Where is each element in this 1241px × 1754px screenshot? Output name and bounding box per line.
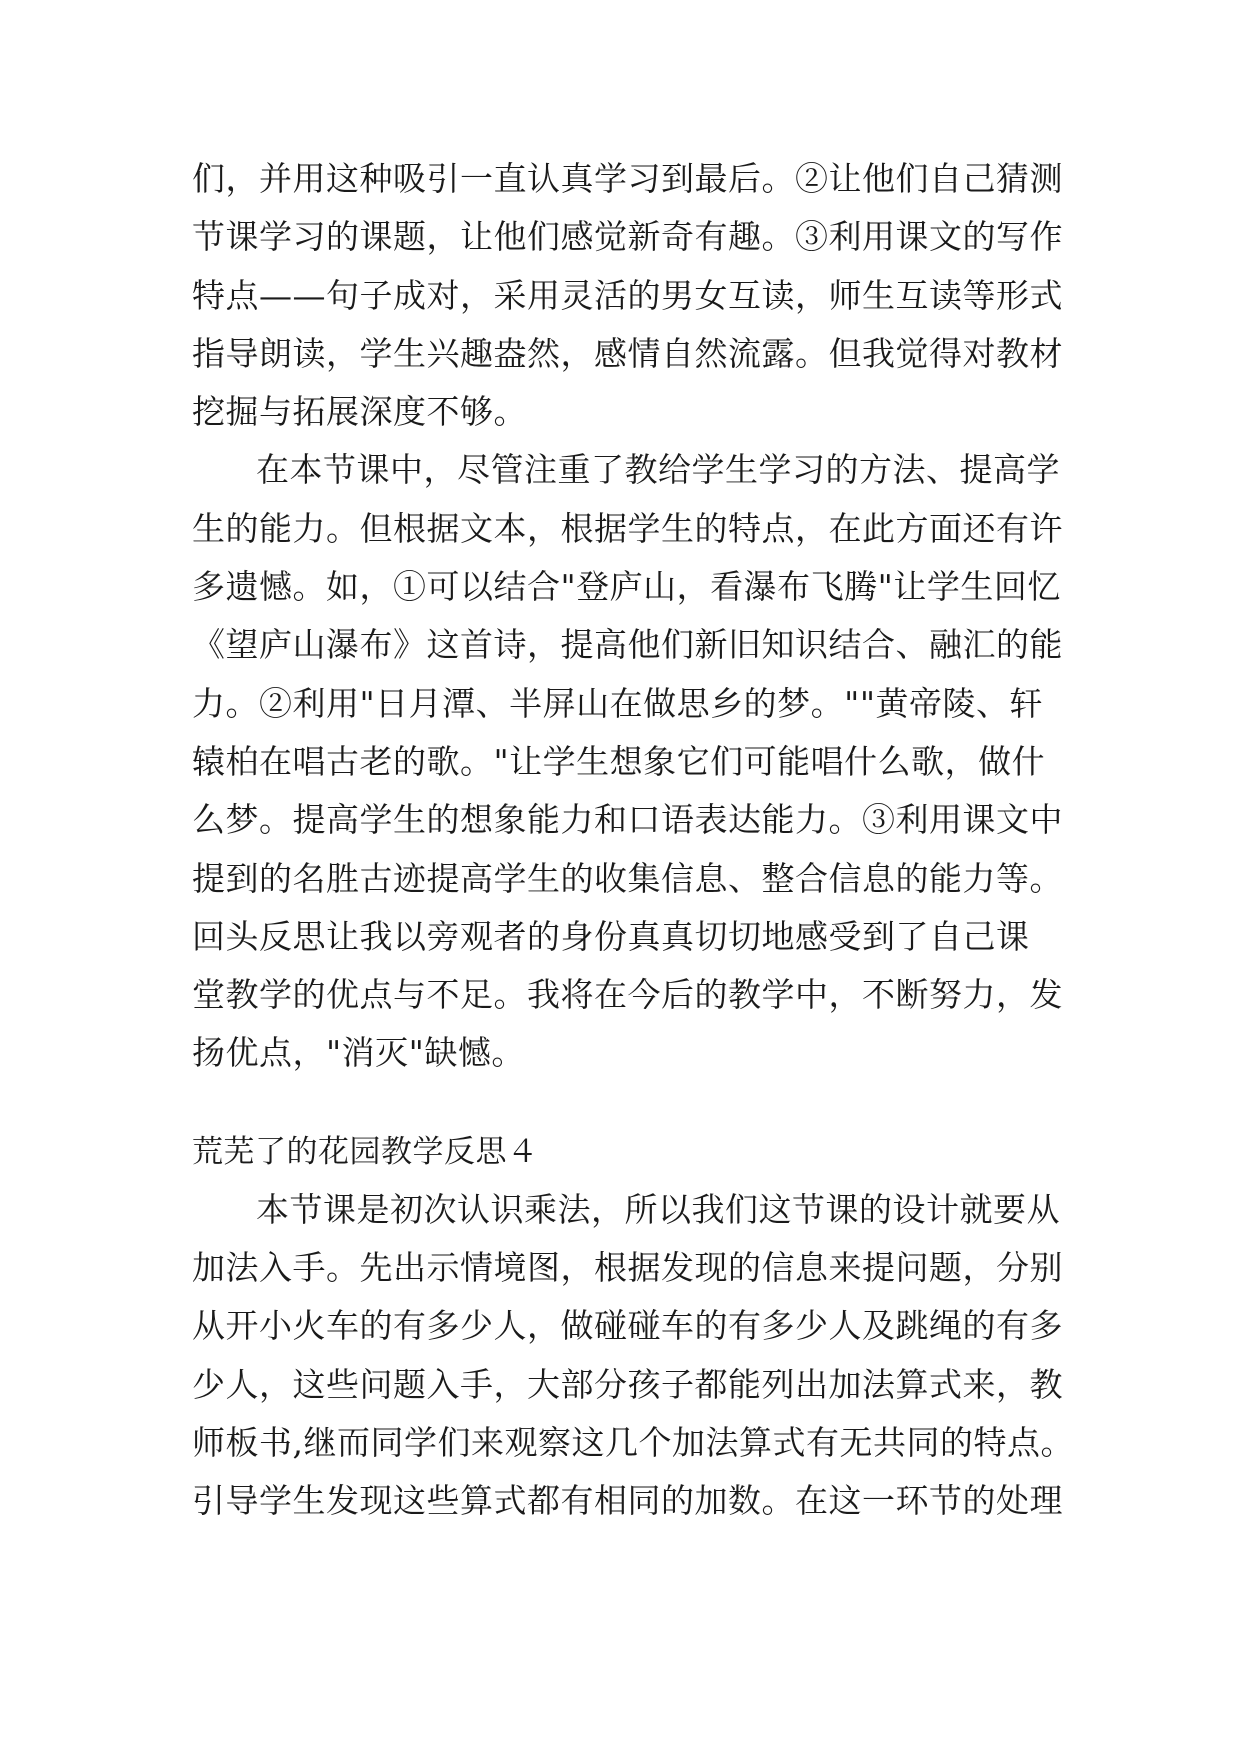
paragraph-section4	[192, 1181, 1072, 1531]
text-line: 回头反思让我以旁观者的身份真真切切地感受到了自己课	[192, 916, 1030, 956]
text-line: 堂教学的优点与不足。我将在今后的教学中，不断努力，发	[192, 975, 1063, 1015]
document-body	[192, 150, 1072, 1531]
text-line: 在本节课中，尽管注重了教给学生学习的方法、提高学	[256, 450, 1060, 490]
text-line: 挖掘与拓展深度不够。	[192, 392, 527, 432]
text-line: 生的能力。但根据文本，根据学生的特点，在此方面还有许	[192, 508, 1063, 548]
section-spacer	[192, 1083, 1072, 1123]
text-line: 少人，这些问题入手，大部分孩子都能列出加法算式来，教	[192, 1364, 1063, 1404]
text-line: 从开小火车的有多少人，做碰碰车的有多少人及跳绳的有多	[192, 1306, 1063, 1346]
text-line: 提到的名胜古迹提高学生的收集信息、整合信息的能力等。	[192, 858, 1063, 898]
text-line: 么梦。提高学生的想象能力和口语表达能力。③利用课文中	[192, 800, 1063, 840]
text-line: 们，并用这种吸引一直认真学习到最后。②让他们自己猜测	[192, 159, 1063, 198]
text-line: 本节课是初次认识乘法，所以我们这节课的设计就要从	[256, 1189, 1060, 1229]
section-heading: 荒芜了的花园教学反思４	[192, 1133, 539, 1170]
text-line: 辕柏在唱古老的歌。"让学生想象它们可能唱什么歌，做什	[192, 741, 1046, 781]
paragraph-continued	[192, 150, 1072, 441]
text-line: 《望庐山瀑布》这首诗，提高他们新旧知识结合、融汇的能	[192, 625, 1063, 665]
text-line: 指导朗读，学生兴趣盎然，感情自然流露。但我觉得对教材	[192, 333, 1063, 373]
paragraph-reflection	[192, 441, 1072, 1082]
text-line: 多遗憾。如，①可以结合"登庐山，看瀑布飞腾"让学生回忆	[192, 567, 1061, 607]
text-line: 引导学生发现这些算式都有相同的加数。在这一环节的处理	[192, 1481, 1063, 1521]
text-line: 力。②利用"日月潭、半屏山在做思乡的梦。""黄帝陵、轩	[192, 683, 1044, 723]
text-line: 扬优点，"消灭"缺憾。	[192, 1033, 525, 1073]
text-line: 加法入手。先出示情境图，根据发现的信息来提问题，分别	[192, 1248, 1063, 1288]
text-line: 节课学习的课题，让他们感觉新奇有趣。③利用课文的写作	[192, 217, 1063, 257]
text-line: 特点——句子成对，采用灵活的男女互读，师生互读等形式	[192, 275, 1063, 315]
text-line: 师板书,继而同学们来观察这几个加法算式有无共同的特点。	[192, 1422, 1074, 1462]
